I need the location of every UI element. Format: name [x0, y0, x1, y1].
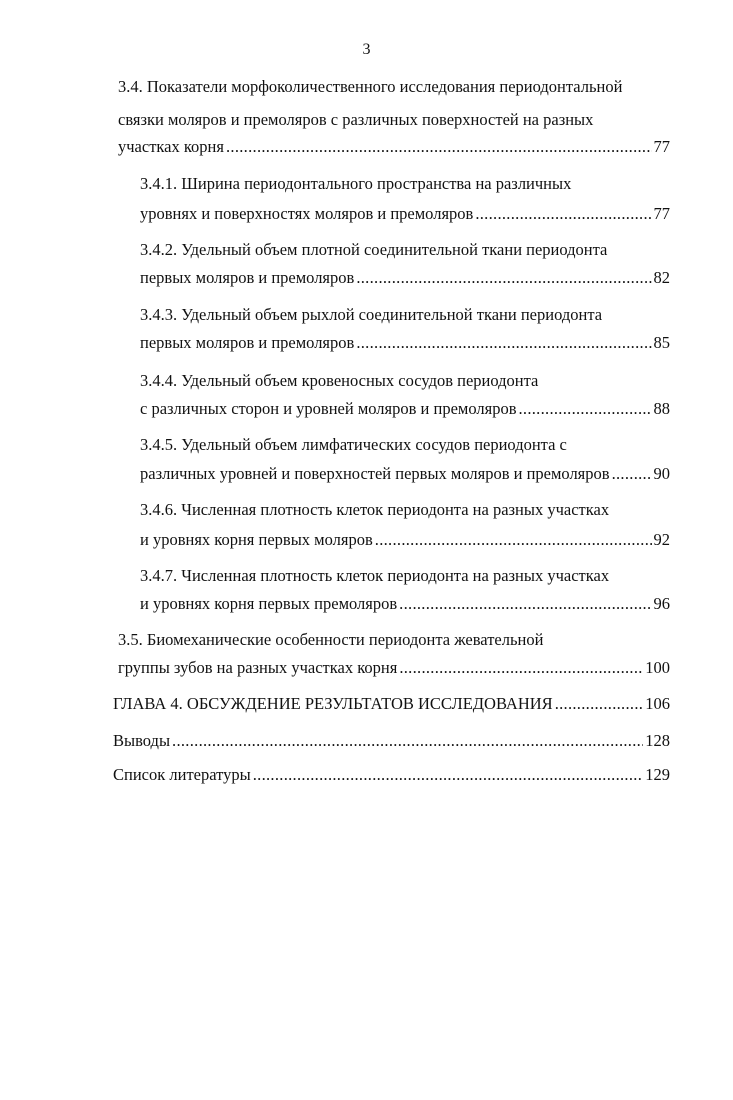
toc-line: 3.4.6. Численная плотность клеток периодонта на разных участках	[140, 500, 610, 519]
toc-line: 3.4.2. Удельный объем плотной соединительной ткани периодонта	[140, 240, 608, 259]
toc-line: различных уровней и поверхностей первых моляров и премоляров	[140, 464, 610, 483]
toc-line: с различных сторон и уровней моляров и премоляров	[140, 399, 517, 418]
toc-line-last	[140, 268, 670, 288]
toc-line-last	[140, 464, 670, 484]
dot-leader	[399, 594, 651, 614]
toc-line: первых моляров и премоляров	[140, 268, 355, 287]
toc-line: уровнях и поверхностях моляров и премоляров	[140, 204, 474, 223]
toc-line: и уровнях корня первых премоляров	[140, 594, 398, 613]
toc-page-number: 128	[645, 731, 670, 750]
toc-page-number: 82	[653, 268, 670, 287]
toc-line: Выводы	[113, 731, 171, 750]
dot-leader	[356, 268, 651, 288]
toc-page-number: 129	[645, 765, 670, 784]
dot-leader	[475, 204, 651, 224]
toc-page-number: 88	[653, 399, 670, 418]
toc-line-last	[113, 731, 670, 751]
toc-line-last	[140, 204, 670, 224]
toc-page-number: 77	[653, 137, 670, 156]
toc-page-number: 77	[653, 204, 670, 223]
toc-line: 3.5. Биомеханические особенности периодонта жевательной	[118, 630, 544, 649]
toc-line-last	[140, 594, 670, 614]
page-number: 3	[362, 41, 371, 58]
toc-line-last	[140, 530, 670, 550]
toc-page-number: 90	[653, 464, 670, 483]
toc-page-number: 96	[653, 594, 670, 613]
toc-line-last	[118, 137, 670, 157]
toc-line: связки моляров и премоляров с различных поверхностей на разных	[118, 110, 594, 129]
dot-leader	[172, 731, 643, 751]
toc-line: 3.4.1. Ширина периодонтального пространства на различных	[140, 174, 572, 193]
toc-line: и уровнях корня первых моляров	[140, 530, 373, 549]
toc-line-last	[140, 399, 670, 419]
dot-leader	[226, 137, 652, 157]
toc-line: Список литературы	[113, 765, 251, 784]
dot-leader	[399, 658, 643, 678]
toc-line: группы зубов на разных участках корня	[118, 658, 398, 677]
toc-page-number: 106	[645, 694, 670, 713]
toc-line: первых моляров и премоляров	[140, 333, 355, 352]
toc-line-last	[113, 765, 670, 785]
toc-line: 3.4. Показатели морфоколичественного исследования периодонтальной	[118, 77, 623, 96]
toc-line: ГЛАВА 4. ОБСУЖДЕНИЕ РЕЗУЛЬТАТОВ ИССЛЕДОВАНИЯ	[113, 694, 553, 713]
toc-page-number: 92	[653, 530, 670, 549]
toc-line-last	[118, 658, 670, 678]
dot-leader	[253, 765, 644, 785]
toc-line: 3.4.5. Удельный объем лимфатических сосудов периодонта с	[140, 435, 567, 454]
dot-leader	[555, 694, 644, 714]
toc-line-last	[140, 333, 670, 353]
toc-line: 3.4.3. Удельный объем рыхлой соединительной ткани периодонта	[140, 305, 603, 324]
toc-line: 3.4.7. Численная плотность клеток периодонта на разных участках	[140, 566, 610, 585]
toc-line: 3.4.4. Удельный объем кровеносных сосудов периодонта	[140, 371, 539, 390]
toc-line-last	[113, 694, 670, 714]
toc-line: участках корня	[118, 137, 224, 156]
toc-page-number: 85	[653, 333, 670, 352]
dot-leader	[356, 333, 651, 353]
dot-leader	[518, 399, 651, 419]
dot-leader	[375, 530, 652, 550]
toc-page-number: 100	[645, 658, 670, 677]
dot-leader	[612, 464, 652, 484]
